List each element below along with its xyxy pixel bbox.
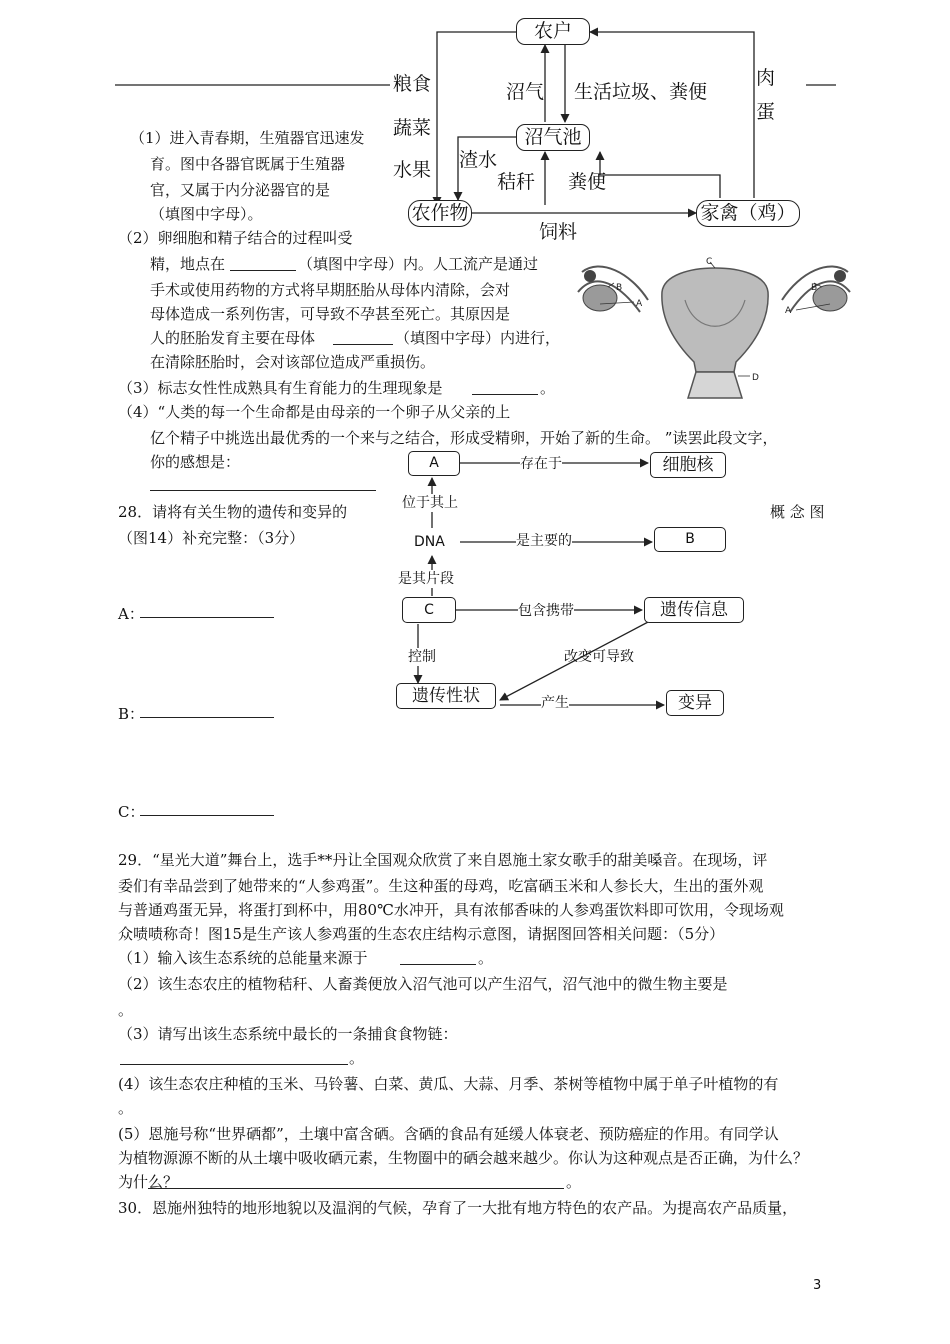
biogas-tank-node: 沼气池 — [516, 124, 590, 151]
edge-produces: 产生 — [541, 695, 569, 711]
meat-label: 肉 — [756, 67, 776, 89]
q28-answer-c[interactable] — [140, 815, 274, 816]
q29-s2-line1: （2）该生态农庄的植物秸秆、人畜粪便放入沼气池可以产生沼气，沼气池中的微生物主要是 — [118, 975, 728, 993]
concept-node-genetic-info: 遗传信息 — [644, 597, 744, 623]
q27-p1-line3: 官，又属于内分泌器官的是 — [150, 181, 331, 199]
concept-node-variation: 变异 — [666, 690, 724, 716]
q27-blank-fertilization[interactable] — [230, 270, 296, 271]
q27-p4-line3: 你的感想是： — [150, 453, 241, 471]
q28-answer-b[interactable] — [140, 717, 274, 718]
q29-line4: 众啧啧称奇！图15是生产该人参鸡蛋的生态农庄结构示意图，请据图回答相关问题：（5分） — [118, 925, 725, 943]
q29-line1: 29．“星光大道”舞台上，选手**丹让全国观众欣赏了来自恩施土家女歌手的甜美嗓音。在现场，评 — [118, 851, 768, 869]
q28-intro-c: （图14）补充完整：（3分） — [118, 529, 305, 547]
edge-is-main: 是主要的 — [516, 533, 572, 549]
q28-label-c: C： — [118, 803, 145, 821]
vegetable-label: 蔬菜 — [393, 117, 432, 139]
q29-blank-food-chain[interactable] — [120, 1064, 348, 1065]
vagina — [688, 372, 742, 398]
q29-blank-energy[interactable] — [400, 964, 476, 965]
q29-line2: 委们有幸品尝到了她带来的“人参鸡蛋”。生这种蛋的母鸡，吃富硒玉米和人参长大，生出的蛋外观 — [118, 877, 764, 895]
edge-exists-in: 存在于 — [520, 456, 562, 472]
q29-s5-line2: 为植物源源不断的从土壤中吸收硒元素，生物圈中的硒会越来越少。你认为这种观点是否正确，为什么？ — [118, 1149, 809, 1167]
q27-p1-line1: （1）进入青春期，生殖器官迅速发 — [130, 129, 365, 147]
feed-label: 饲料 — [539, 221, 578, 243]
q27-p4-line1: （4）“人类的每一个生命都是由母亲的一个卵子从父亲的上 — [118, 403, 511, 421]
q27-p2-line5a: 人的胚胎发育主要在母体 — [150, 329, 316, 347]
egg-label: 蛋 — [756, 101, 776, 123]
edge-change-causes: 改变可导致 — [564, 649, 634, 665]
page-number: 3 — [813, 1278, 822, 1293]
concept-node-dna: DNA — [414, 534, 445, 550]
concept-node-a: A — [408, 451, 460, 476]
uterus — [662, 268, 768, 372]
q28-label-a: A： — [118, 605, 144, 623]
concept-node-c: C — [402, 597, 456, 623]
biogas-label: 沼气 — [506, 81, 545, 103]
waste-label: 生活垃圾、粪便 — [574, 81, 708, 103]
concept-node-trait: 遗传性状 — [396, 683, 496, 709]
q27-p3: （3）标志女性性成熟具有生育能力的生理现象是 — [118, 379, 443, 397]
q29-blank-selenium[interactable] — [148, 1188, 564, 1189]
q29-s5-line3: 为什么？ — [118, 1173, 179, 1191]
q30-line1: 30．恩施州独特的地形地貌以及温润的气候，孕育了一大批有地方特色的农产品。为提高农产品质量， — [118, 1199, 798, 1217]
label-b-right: B — [811, 283, 818, 293]
q27-p2-line3: 手术或使用药物的方式将早期胚胎从母体内清除，会对 — [150, 281, 511, 299]
q29-line3: 与普通鸡蛋无异，将蛋打到杯中，用80℃水冲开，具有浓郁香味的人参鸡蛋饮料即可饮用，令现场观 — [118, 901, 784, 919]
q28-intro-b: 概 念 图 — [770, 503, 825, 521]
q29-s4-line2: 。 — [118, 1099, 134, 1117]
q29-s2-line2: 。 — [118, 1001, 134, 1019]
label-b-left: B — [616, 283, 623, 293]
straw-label: 秸秆 — [497, 171, 536, 193]
q27-p2-line5b: （填图中字母）内进行， — [395, 329, 561, 347]
q29-s1: （1）输入该生态系统的总能量来源于 — [118, 949, 368, 967]
q27-blank-development[interactable] — [333, 344, 393, 345]
residue-label: 渣水 — [459, 149, 498, 171]
concept-node-nucleus: 细胞核 — [650, 452, 726, 478]
edge-controls: 控制 — [408, 649, 436, 665]
q29-s4-line1: (4）该生态农庄种植的玉米、马铃薯、白菜、黄瓜、大蒜、月季、茶树等植物中属于单子叶植物的有 — [118, 1075, 779, 1093]
manure-label: 粪便 — [568, 171, 607, 193]
q27-blank-maturity[interactable] — [472, 394, 538, 395]
farmer-node: 农户 — [516, 18, 590, 45]
q27-p1-line2: 育。图中各器官既属于生殖器 — [150, 155, 346, 173]
poultry-node: 家禽（鸡） — [696, 200, 800, 227]
q28-label-b: B： — [118, 705, 145, 723]
q27-p2-line1: （2）卵细胞和精子结合的过程叫受 — [118, 229, 353, 247]
q29-s5-line1: (5）恩施号称“世界硒都”，土壤中富含硒。含硒的食品有延缓人体衰老、预防癌症的作用。有同学认 — [118, 1125, 779, 1143]
q27-p2-line2b: （填图中字母）内。人工流产是通过 — [298, 255, 539, 273]
q29-s5-end: 。 — [566, 1173, 582, 1191]
grain-label: 粮食 — [393, 73, 432, 95]
edge-contains: 包含携带 — [518, 603, 574, 619]
concept-node-b: B — [654, 527, 726, 552]
q29-s3: （3）请写出该生态系统中最长的一条捕食食物链： — [118, 1025, 458, 1043]
q27-p3-end: 。 — [540, 379, 556, 397]
crops-node: 农作物 — [408, 200, 472, 227]
fruit-label: 水果 — [393, 159, 432, 181]
edge-located-on: 位于其上 — [402, 495, 458, 511]
q27-blank-thoughts[interactable] — [150, 490, 376, 491]
edge-is-segment: 是其片段 — [398, 571, 454, 587]
q29-s3-end: 。 — [349, 1049, 365, 1067]
label-a-left: A — [636, 299, 643, 309]
label-d: D — [752, 373, 759, 383]
q29-s1-end: 。 — [478, 949, 494, 967]
q27-p2-line4: 母体造成一系列伤害，可导致不孕甚至死亡。其原因是 — [150, 305, 511, 323]
q28-intro-a: 28．请将有关生物的遗传和变异的 — [118, 503, 348, 521]
q27-p4-line2: 亿个精子中挑选出最优秀的一个来与之结合，形成受精卵，开始了新的生命。 ”读罢此段文字， — [150, 429, 778, 447]
label-c: C — [706, 257, 713, 267]
label-a-right: A — [785, 306, 792, 316]
q27-p1-line4: （填图中字母）。 — [150, 205, 263, 223]
q27-p2-line2a: 精，地点在 — [150, 255, 226, 273]
q27-p2-line6: 在清除胚胎时，会对该部位造成严重损伤。 — [150, 353, 436, 371]
q28-answer-a[interactable] — [140, 617, 274, 618]
